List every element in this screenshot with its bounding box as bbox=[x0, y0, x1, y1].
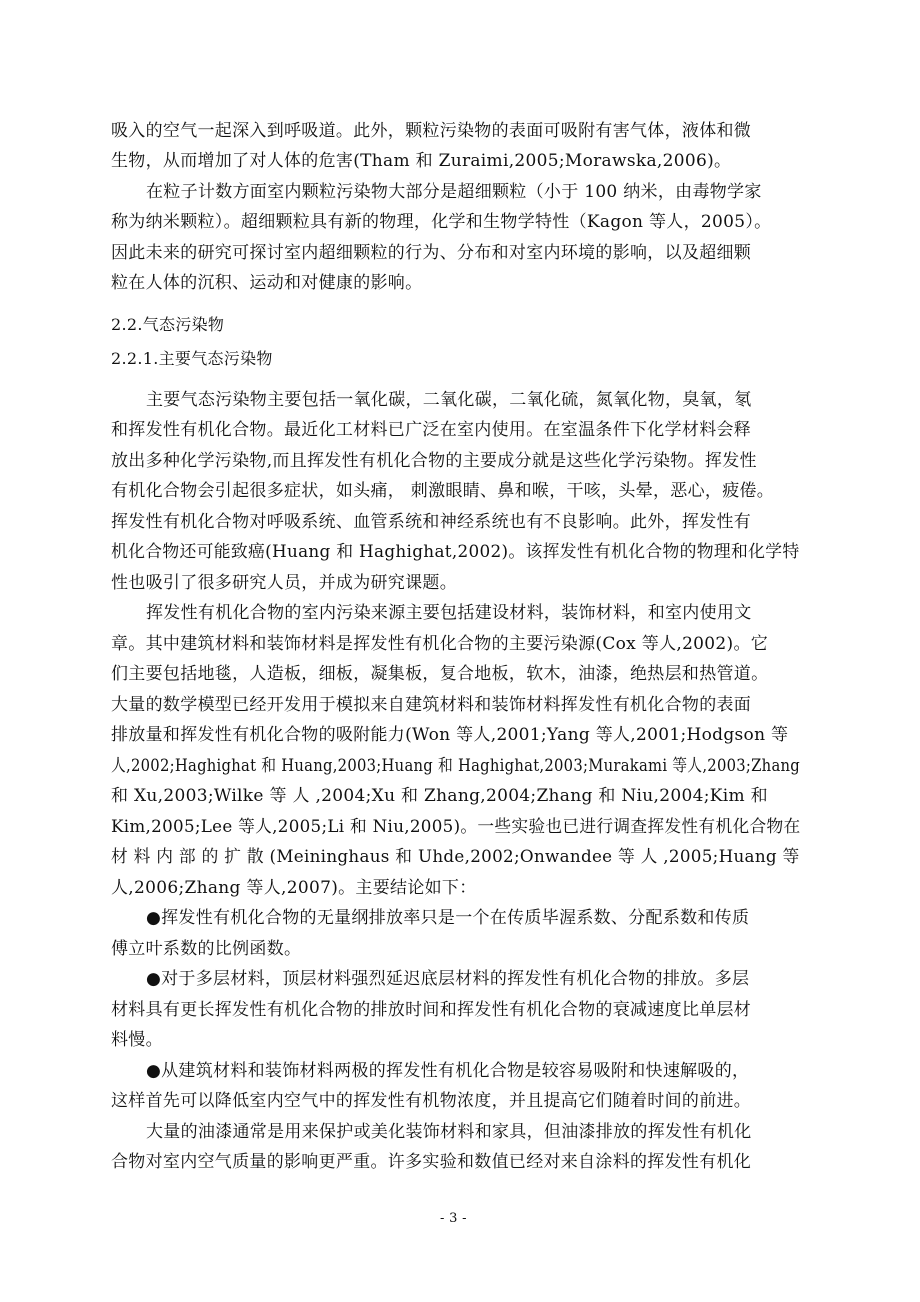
paragraph-line: 性也吸引了很多研究人员，并成为研究课题。 bbox=[111, 573, 457, 593]
paragraph-line: 挥发性有机化合物对呼吸系统、血管系统和神经系统也有不良影响。此外，挥发性有 bbox=[111, 512, 752, 532]
bullet-line: ●对于多层材料，顶层材料强烈延迟底层材料的挥发性有机化合物的排放。多层 bbox=[146, 969, 750, 989]
intro-line: 生物，从而增加了对人体的危害(Tham 和 Zuraimi,2005;Morawska,2006)。 bbox=[111, 151, 732, 171]
paragraph-line: 们主要包括地毯，人造板，细板，凝集板，复合地板，软木，油漆，绝热层和热管道。 bbox=[111, 664, 769, 684]
page-number: - 3 - bbox=[440, 1211, 467, 1226]
paragraph-line: 人,2006;Zhang 等人,2007)。主要结论如下： bbox=[111, 878, 477, 898]
bullet-line: 材料具有更长挥发性有机化合物的排放时间和挥发性有机化合物的衰减速度比单层材 bbox=[111, 1000, 752, 1020]
paragraph-line: 排放量和挥发性有机化合物的吸附能力(Won 等人,2001;Yang 等人,2001;Hodgson 等 bbox=[111, 725, 789, 745]
paragraph-line: 章。其中建筑材料和装饰材料是挥发性有机化合物的主要污染源(Cox 等人,2002)。它 bbox=[111, 634, 769, 654]
paragraph-line: 合物对室内空气质量的影响更严重。许多实验和数值已经对来自涂料的挥发性有机化 bbox=[111, 1152, 752, 1172]
paragraph-line: 机化合物还可能致癌(Huang 和 Haghighat,2002)。该挥发性有机化合物的物理和化学特 bbox=[111, 542, 800, 562]
paragraph-line: 有机化合物会引起很多症状，如头痛， 刺激眼睛、鼻和喉，干咳，头晕，恶心，疲倦。 bbox=[111, 481, 775, 501]
paragraph-line: 大量的数学模型已经开发用于模拟来自建筑材料和装饰材料挥发性有机化合物的表面 bbox=[111, 695, 752, 715]
paragraph-line: 在粒子计数方面室内颗粒污染物大部分是超细颗粒（小于 100 纳米，由毒物学家 bbox=[146, 182, 762, 202]
paragraph-line: 粒在人体的沉积、运动和对健康的影响。 bbox=[111, 273, 423, 293]
bullet-line: 这样首先可以降低室内空气中的挥发性有机物浓度，并且提高它们随着时间的前进。 bbox=[111, 1091, 752, 1111]
bullet-line: ●挥发性有机化合物的无量纲排放率只是一个在传质毕渥系数、分配系数和传质 bbox=[146, 908, 750, 928]
paragraph-line: 材 料 内 部 的 扩 散 (Meininghaus 和 Uhde,2002;Onwandee 等 人 ,2005;Huang 等 bbox=[111, 847, 800, 867]
section-heading: 2.2.气态污染物 bbox=[111, 315, 225, 334]
paragraph-line: 放出多种化学污染物,而且挥发性有机化合物的主要成分就是这些化学污染物。挥发性 bbox=[111, 451, 757, 471]
paragraph-line: 主要气态污染物主要包括一氧化碳，二氧化碳，二氧化硫，氮氧化物，臭氧，氡 bbox=[146, 390, 752, 410]
paragraph-line: 称为纳米颗粒）。超细颗粒具有新的物理，化学和生物学特性（Kagon 等人，2005）。 bbox=[111, 212, 772, 232]
paragraph-line: 因此未来的研究可探讨室内超细颗粒的行为、分布和对室内环境的影响，以及超细颗 bbox=[111, 243, 752, 263]
paragraph-line: 和挥发性有机化合物。最近化工材料已广泛在室内使用。在室温条件下化学材料会释 bbox=[111, 420, 752, 440]
paragraph-line: 大量的油漆通常是用来保护或美化装饰材料和家具，但油漆排放的挥发性有机化 bbox=[146, 1122, 752, 1142]
paragraph-line: 挥发性有机化合物的室内污染来源主要包括建设材料，装饰材料，和室内使用文 bbox=[146, 603, 752, 623]
bullet-line: 傅立叶系数的比例函数。 bbox=[111, 939, 302, 959]
paragraph-line: Kim,2005;Lee 等人,2005;Li 和 Niu,2005)。一些实验也已进行调查挥发性有机化合物在 bbox=[111, 817, 801, 837]
bullet-line: ●从建筑材料和装饰材料两极的挥发性有机化合物是较容易吸附和快速解吸的， bbox=[146, 1061, 750, 1081]
paragraph-line: 和 Xu,2003;Wilke 等 人 ,2004;Xu 和 Zhang,2004;Zhang 和 Niu,2004;Kim 和 bbox=[111, 786, 768, 806]
subsection-heading: 2.2.1.主要气态污染物 bbox=[111, 349, 273, 368]
paragraph-line: 人,2002;Haghighat 和 Huang,2003;Huang 和 Haghighat,2003;Murakami 等人,2003;Zhang bbox=[111, 756, 801, 776]
bullet-line: 料慢。 bbox=[111, 1030, 163, 1050]
intro-line: 吸入的空气一起深入到呼吸道。此外，颗粒污染物的表面可吸附有害气体，液体和微 bbox=[111, 121, 752, 141]
